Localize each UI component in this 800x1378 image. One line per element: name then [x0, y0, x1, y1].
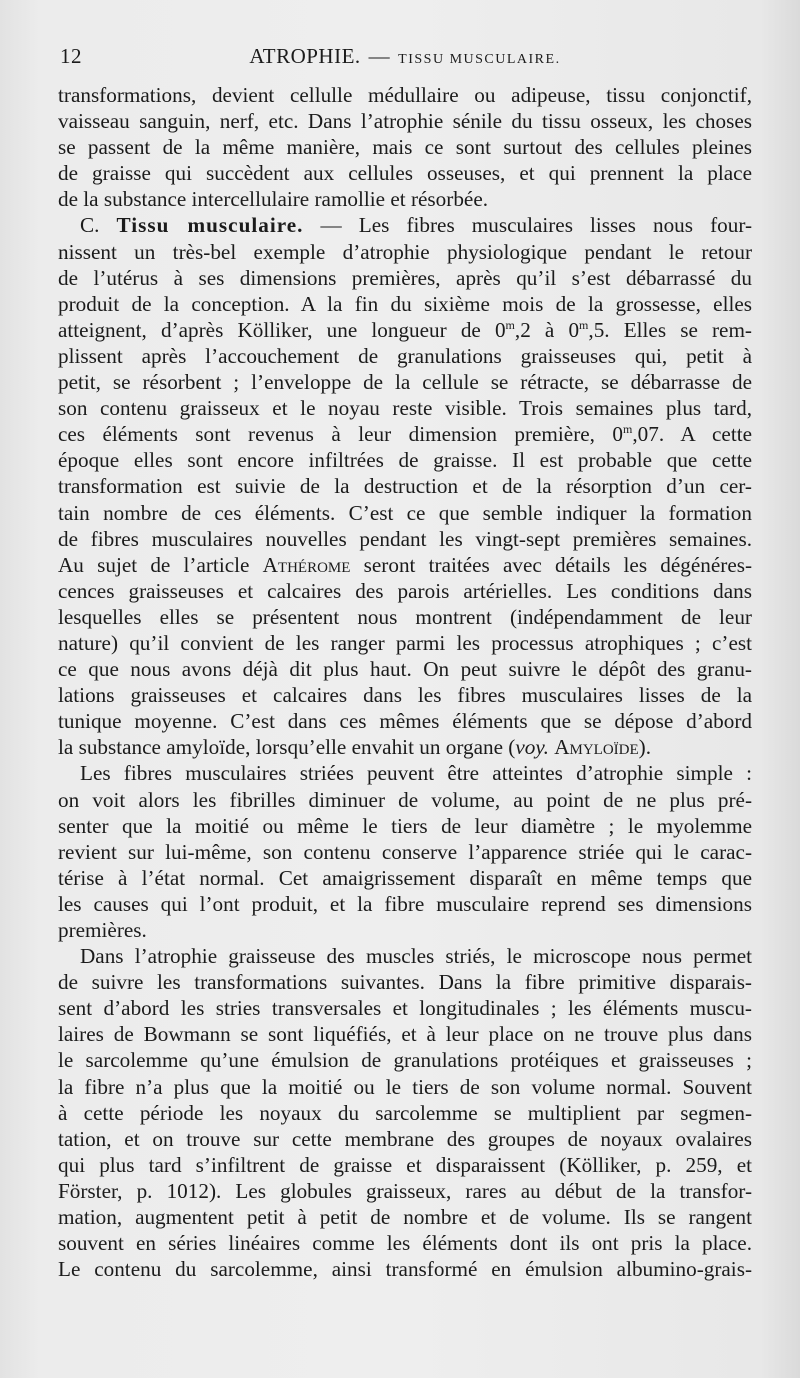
- text-fragment: ,2 à 0: [514, 317, 580, 342]
- text-line: Le contenu du sarcolemme, ainsi transformé en émulsion albumino-grais-: [58, 1257, 752, 1282]
- text-line: senter que la moitié ou même le tiers de leur diamètre ; le myolemme: [58, 813, 752, 838]
- text-line: Les fibres musculaires striées peuvent être atteintes d’atrophie simple :: [80, 761, 752, 786]
- text-line: de graisse qui succèdent aux cellules osseuses, et qui prennent la place: [58, 161, 752, 186]
- text-line: [58, 734, 752, 760]
- text-fragment: la substance amyloïde, lorsqu’elle envahit un organe (: [58, 735, 516, 760]
- text-line: petit, se résorbent ; l’enveloppe de la cellule se rétracte, se débarrasse de: [58, 370, 752, 395]
- text-line: [58, 552, 752, 578]
- text-line: premières.: [58, 918, 147, 942]
- superscript: m: [505, 317, 515, 332]
- superscript: m: [623, 422, 633, 437]
- section-label: C.: [80, 213, 100, 238]
- text-line: transformations, devient cellulle médullaire ou adipeuse, tissu conjonctif,: [58, 83, 752, 107]
- text-line: on voit alors les fibrilles diminuer de volume, au point de ne plus pré-: [58, 787, 752, 812]
- text-fragment: ces éléments sont revenus à leur dimension première, 0: [58, 422, 624, 447]
- text-line: les causes qui l’ont produit, et la fibre musculaire reprend ses dimensions: [58, 891, 752, 916]
- body-text: [58, 82, 752, 1282]
- text-line: se passent de la même manière, mais ce sont surtout des cellules pleines: [58, 135, 752, 160]
- text-line: Dans l’atrophie graisseuse des muscles striés, le microscope nous permet: [80, 944, 752, 969]
- text-fragment: ,5. Elles se rem-: [588, 317, 752, 342]
- italic-text: voy.: [515, 735, 549, 760]
- text-line: [58, 421, 752, 447]
- text-line: térise à l’état normal. Cet amaigrissement disparaît en même temps que: [58, 865, 752, 890]
- text-line: tunique moyenne. C’est dans ces mêmes éléments que se dépose d’abord: [58, 709, 752, 734]
- text-line: nature) qu’il convient de les ranger parmi les processus atrophiques ; c’est: [58, 630, 752, 655]
- text-line: [58, 317, 752, 343]
- cross-reference: Athérome: [262, 552, 351, 577]
- text-line: qui plus tard s’infiltrent de graisse et disparaissent (Kölliker, p. 259, et: [58, 1152, 752, 1177]
- text-fragment: atteignent, d’après Kölliker, une longueur de 0: [58, 317, 506, 342]
- text-line: ce que nous avons déjà dit plus haut. On peut suivre le dépôt des granu-: [58, 657, 752, 682]
- text-line: lations graisseuses et calcaires dans les fibres musculaires lisses de la: [58, 683, 752, 708]
- text-line: transformation est suivie de la destruction et de la résorption d’un cer-: [58, 474, 752, 499]
- text-line: le sarcolemme qu’une émulsion de granulations protéiques et graisseuses ;: [58, 1048, 752, 1073]
- header-subtitle: TISSU MUSCULAIRE.: [398, 52, 561, 67]
- text-line: revient sur lui-même, son contenu conserve l’apparence striée qui le carac-: [58, 839, 752, 864]
- text-line: tation, et on trouve sur cette membrane des groupes de noyaux ovalaires: [58, 1126, 752, 1151]
- section-heading-line: [58, 212, 752, 238]
- text-line: tain nombre de ces éléments. C’est ce que semble indiquer la formation: [58, 500, 752, 525]
- text-line: de la substance intercellulaire ramollie et résorbée.: [58, 187, 489, 212]
- text-fragment: Au sujet de l’article: [58, 552, 250, 577]
- text-line: lesquelles elles se présentent nous montrent (indépendamment de leur: [58, 604, 752, 629]
- superscript: m: [579, 317, 589, 332]
- text-line: souvent en séries linéaires comme les éléments dont ils ont pris la place.: [58, 1231, 752, 1256]
- text-line: Förster, p. 1012). Les globules graisseux, rares au début de la transfor-: [58, 1178, 752, 1203]
- text-fragment: ).: [638, 735, 652, 760]
- text-line: de l’utérus à ses dimensions premières, après qu’il s’est débarrassé du: [58, 265, 752, 290]
- text-line: laires de Bowmann se sont liquéfiés, et à leur place on ne trouve plus dans: [58, 1022, 752, 1047]
- text-line: cences graisseuses et calcaires des parois artérielles. Les conditions dans: [58, 578, 752, 603]
- text-line: de fibres musculaires nouvelles pendant les vingt-sept premières semaines.: [58, 526, 752, 551]
- text-line: plissent après l’accouchement de granulations graisseuses qui, petit à: [58, 343, 752, 368]
- text-line: sent d’abord les stries transversales et longitudinales ; les éléments muscu-: [58, 996, 752, 1021]
- page-number: 12: [60, 44, 82, 68]
- section-heading: Tissu musculaire.: [116, 213, 304, 238]
- text-line: de suivre les transformations suivantes. Dans la fibre primitive disparais-: [58, 970, 752, 995]
- text-line: mation, augmentent petit à petit de nombre et de volume. Ils se rangent: [58, 1205, 752, 1230]
- text-fragment: ,07. A cette: [632, 422, 752, 447]
- running-title: [60, 44, 750, 69]
- text-line: la fibre n’a plus que la moitié ou le tiers de son volume normal. Souvent: [58, 1074, 752, 1099]
- text-fragment: — Les fibres musculaires lisses nous four-: [320, 213, 753, 238]
- text-line: nissent un très-bel exemple d’atrophie physiologique pendant le retour: [58, 239, 752, 264]
- running-header: [60, 44, 750, 74]
- text-line: époque elles sont encore infiltrées de graisse. Il est probable que cette: [58, 448, 752, 473]
- text-line: à cette période les noyaux du sarcolemme se multiplient par segmen-: [58, 1100, 752, 1125]
- text-line: vaisseau sanguin, nerf, etc. Dans l’atrophie sénile du tissu osseux, les choses: [58, 109, 752, 134]
- text-line: produit de la conception. A la fin du sixième mois de la grossesse, elles: [58, 291, 752, 316]
- header-title: ATROPHIE.: [249, 44, 361, 68]
- cross-reference: Amyloïde: [554, 735, 639, 760]
- text-fragment: seront traitées avec détails les dégénéres-: [363, 552, 753, 577]
- header-dash: —: [368, 44, 391, 68]
- text-line: son contenu graisseux et le noyau reste visible. Trois semaines plus tard,: [58, 396, 752, 421]
